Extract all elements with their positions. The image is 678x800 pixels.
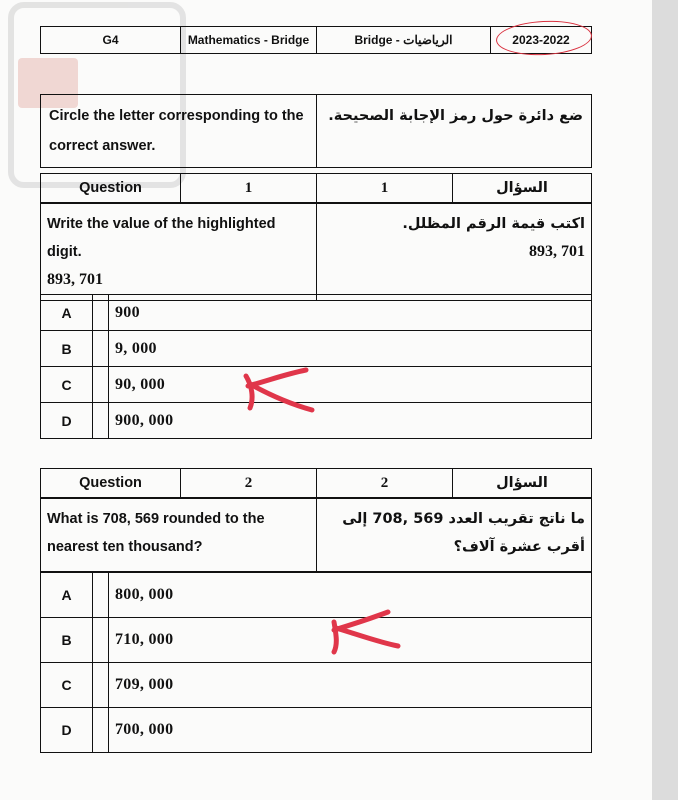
q1-option-b-letter[interactable]: B	[41, 331, 93, 367]
q1-option-c-value: 90, 000	[109, 367, 592, 403]
q2-option-a[interactable]	[41, 573, 592, 618]
grade-cell	[41, 27, 181, 54]
q1-option-d-gap	[93, 403, 109, 439]
q1-option-c-gap	[93, 367, 109, 403]
subject-ar-cell	[317, 27, 491, 54]
q2-text-en: What is 708, 569 rounded to the nearest ten thousand?	[41, 499, 317, 572]
q1-number-ar: 1	[317, 174, 453, 203]
q2-option-b-value: 710, 000	[109, 618, 592, 663]
q2-option-c-letter[interactable]: C	[41, 663, 93, 708]
instructions-ar: ضع دائرة حول رمز الإجابة الصحيحة.	[317, 95, 592, 168]
q1-option-d-letter[interactable]: D	[41, 403, 93, 439]
q1-text-ar: اكتب قيمة الرقم المظلل.	[402, 216, 585, 232]
q1-number-shown-ar: 893, 701	[529, 243, 585, 260]
q1-text-en: Write the value of the highlighted digit.	[47, 216, 276, 260]
q2-option-a-value: 800, 000	[109, 573, 592, 618]
q2-option-b-letter[interactable]: B	[41, 618, 93, 663]
q2-option-b-gap	[93, 618, 109, 663]
question-1-header	[40, 173, 592, 203]
q1-option-b[interactable]	[41, 331, 592, 367]
q1-option-c-letter[interactable]: C	[41, 367, 93, 403]
q1-option-a-value: 900	[109, 295, 592, 331]
q2-number-ar: 2	[317, 469, 453, 498]
question-1-text	[40, 203, 592, 301]
q1-option-b-value: 9, 000	[109, 331, 592, 367]
q2-option-a-gap	[93, 573, 109, 618]
q1-label-en: Question	[41, 174, 181, 203]
page-edge	[652, 0, 678, 800]
header-table	[40, 26, 592, 54]
q2-option-d-gap	[93, 708, 109, 753]
year-wrap	[512, 33, 569, 47]
question-2-text	[40, 498, 592, 572]
question-2-options	[40, 572, 592, 753]
q1-number-en: 1	[181, 174, 317, 203]
year-label: 2023-2022	[512, 33, 570, 47]
red-x-mark-q2	[322, 608, 408, 658]
q1-text-en-cell	[41, 204, 317, 301]
q1-option-a-gap	[93, 295, 109, 331]
subject-en-label: Mathematics - Bridge	[187, 33, 310, 47]
grade-label: G4	[102, 33, 119, 47]
q2-text-ar: ما ناتج تقريب العدد 569 ,708 إلى أقرب عشرة آلاف؟	[317, 499, 592, 572]
q2-option-c[interactable]	[41, 663, 592, 708]
q2-option-d[interactable]	[41, 708, 592, 753]
instructions-en: Circle the letter corresponding to the correct answer.	[41, 95, 317, 168]
q1-text-ar-cell	[317, 204, 592, 301]
q1-option-a[interactable]	[41, 295, 592, 331]
q2-option-a-letter[interactable]: A	[41, 573, 93, 618]
subject-en-cell	[181, 27, 317, 54]
q1-number-shown-en: 893, 701	[47, 271, 103, 288]
red-x-mark-q1	[236, 366, 320, 416]
q2-label-ar: السؤال	[453, 469, 592, 498]
year-cell	[491, 27, 592, 54]
instructions-table	[40, 94, 592, 168]
q1-option-a-letter[interactable]: A	[41, 295, 93, 331]
q2-option-c-value: 709, 000	[109, 663, 592, 708]
question-2-header	[40, 468, 592, 498]
q2-option-d-value: 700, 000	[109, 708, 592, 753]
q2-label-en: Question	[41, 469, 181, 498]
q1-option-b-gap	[93, 331, 109, 367]
subject-ar-label: Bridge - الرياضيات	[354, 33, 453, 47]
q2-option-b[interactable]	[41, 618, 592, 663]
q2-option-d-letter[interactable]: D	[41, 708, 93, 753]
q1-option-d-value: 900, 000	[109, 403, 592, 439]
q2-number-en: 2	[181, 469, 317, 498]
q2-option-c-gap	[93, 663, 109, 708]
q1-label-ar: السؤال	[453, 174, 592, 203]
